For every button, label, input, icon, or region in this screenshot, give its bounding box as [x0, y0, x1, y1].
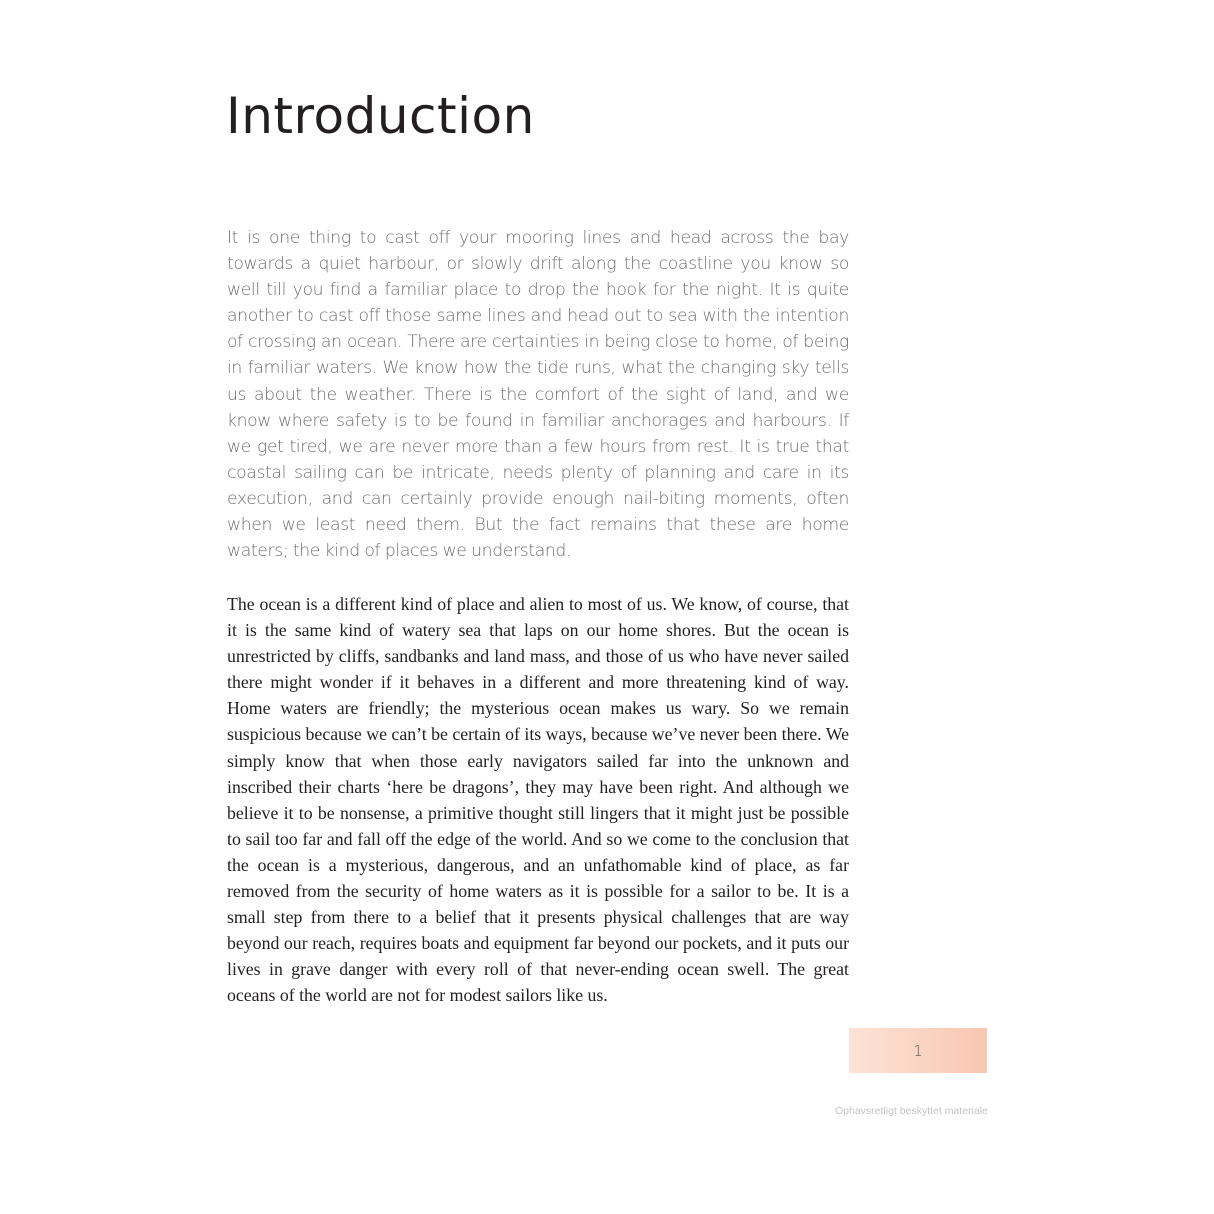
copyright-watermark: Ophavsretligt beskyttet materiale — [835, 1105, 988, 1117]
intro-paragraph: It is one thing to cast off your mooring lines and head across the bay towards a quiet harbour, or slowly drift along the coastline you know so well till you find a familiar place to drop the hook for the night. It is quite another to cast off those same lines and head out to sea with the intention of crossing an ocean. There are certainties in being close to home, of being in familiar waters. We know how the tide runs, what the changing sky tells us about the weather. There is the comfort of the sight of land, and we know where safety is to be found in familiar anchorages and harbours. If we get tired, we are never more than a few hours from rest. It is true that coastal sailing can be intricate, needs plenty of planning and care in its execution, and can certainly provide enough nail-biting moments, often when we least need them. But the fact remains that these are home waters; the kind of places we understand. — [227, 228, 849, 562]
body-paragraph: The ocean is a different kind of place and alien to most of us. We know, of course, that it is the same kind of watery sea that laps on our home shores. But the ocean is unrestricted by cliffs, sandbanks and land mass, and those of us who have never sailed there might wonder if it behaves in a different and more threatening kind of way. Home waters are friendly; the mysterious ocean makes us wary. So we remain suspicious because we can’t be certain of its ways, because we’ve never been there. We simply know that when those early navigators sailed far into the unknown and inscribed their charts ‘here be dragons’, they may have been right. And although we believe it to be nonsense, a primitive thought still lingers that it might just be possible to sail too far and fall off the edge of the world. And so we come to the conclusion that the ocean is a mysterious, dangerous, and an unfathomable kind of place, as far removed from the security of home waters as it is possible for a sailor to be. It is a small step from there to a belief that it presents physical challenges that are way beyond our reach, requires boats and equipment far beyond our pockets, and it puts our lives in grave danger with every roll of that never-ending ocean swell. The great oceans of the world are not for modest sailors like us. — [227, 594, 849, 1006]
page-title: Introduction — [226, 87, 535, 145]
page-number: 1 — [913, 1041, 923, 1060]
page-number-tab — [849, 1028, 987, 1073]
